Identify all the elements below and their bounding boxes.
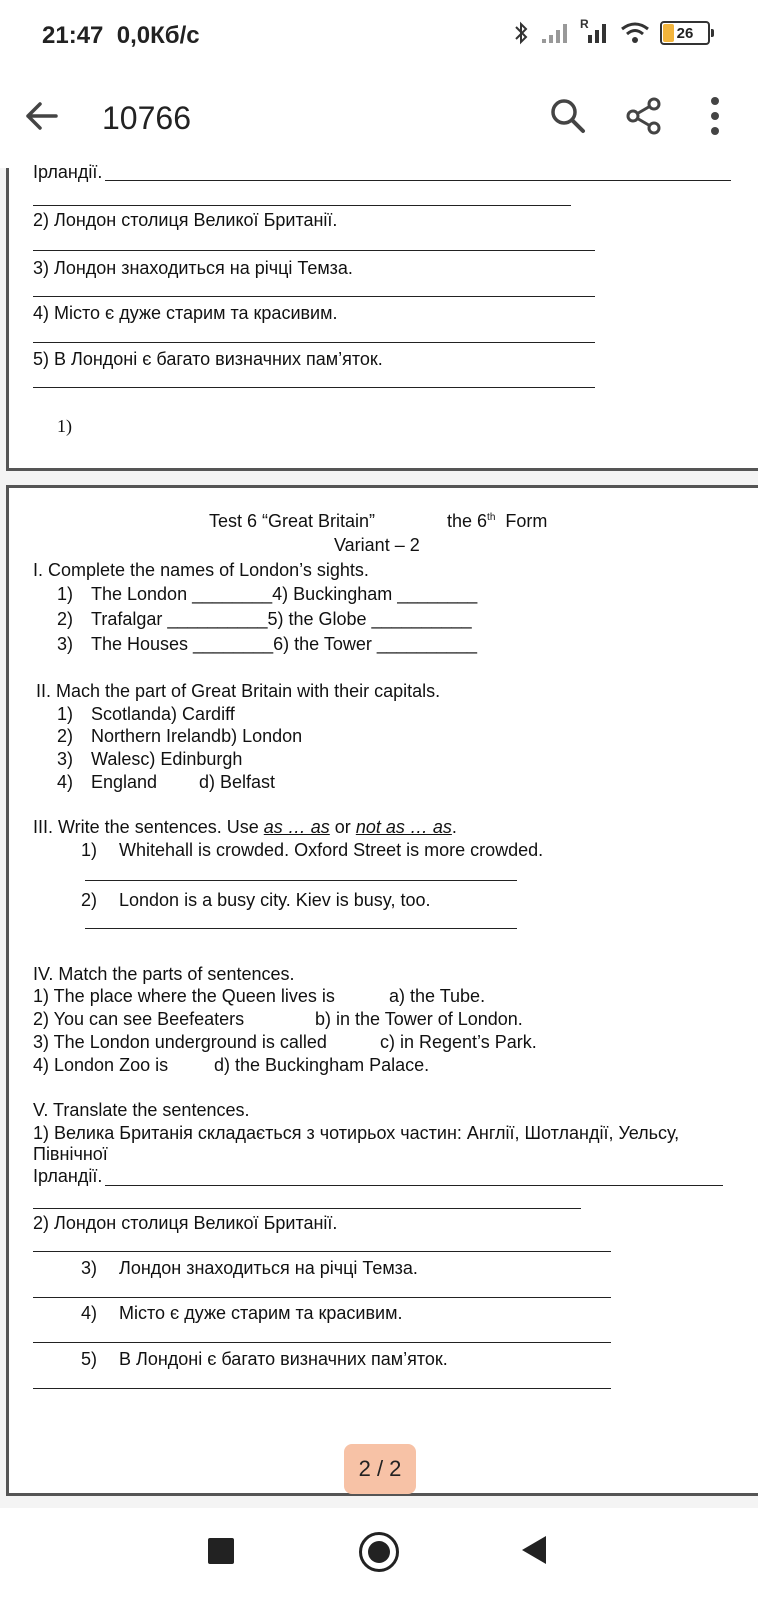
page-2	[6, 485, 758, 1496]
s2-num-4: 4)	[57, 772, 74, 792]
status-time: 21:47 0,0Кб/с	[42, 22, 200, 49]
s4-right-4: d) the Buckingham Palace.	[214, 1055, 430, 1075]
s4-right-2: b) in the Tower of London.	[315, 1009, 523, 1029]
app-bar	[0, 72, 758, 168]
s5-row-5: В Лондоні є багато визначних пам’яток.	[119, 1349, 448, 1369]
s5-line-1: 1) Велика Британія складається з чотирьох частин: Англії, Шотландії, Уельсу,	[33, 1123, 680, 1143]
section-5-heading: V. Translate the sentences.	[33, 1100, 250, 1120]
arrow-left-icon[interactable]	[22, 96, 62, 136]
s4-left-4: 4) London Zoo is	[33, 1055, 169, 1075]
battery-icon: 26	[660, 21, 714, 45]
s3-num-2: 2)	[81, 890, 98, 910]
s2-row-4-extra: d) Belfast	[199, 772, 276, 792]
s3-row-2: London is a busy city. Kiev is busy, too.	[119, 890, 431, 910]
s4-right-1: a) the Tube.	[389, 986, 486, 1006]
s1-row-2: Trafalgar __________5) the Globe __________	[91, 609, 472, 629]
s2-row-4: England	[91, 772, 158, 792]
s5-row-4: Місто є дуже старим та красивим.	[119, 1303, 403, 1323]
section-1-heading: I. Complete the names of London’s sights.	[33, 560, 369, 580]
answer-line	[33, 205, 571, 206]
s2-row-3: Walesc) Edinburgh	[91, 749, 243, 769]
s5-num-3: 3)	[81, 1258, 98, 1278]
s3-num-1: 1)	[81, 840, 98, 860]
answer-line	[33, 342, 595, 343]
document-title: 10766	[102, 100, 191, 136]
share-icon[interactable]	[624, 96, 664, 136]
form-label: the 6th Form	[447, 511, 548, 531]
document-viewer[interactable]	[0, 162, 758, 1508]
section-2-heading: II. Mach the part of Great Britain with their capitals.	[36, 681, 441, 701]
wifi-icon	[620, 21, 650, 45]
s5-num-4: 4)	[81, 1303, 98, 1323]
s5-line-2: Північної	[33, 1144, 108, 1164]
s5-line-3: Ірландії.	[33, 1166, 103, 1186]
s1-row-3: The Houses ________6) the Tower __________	[91, 634, 477, 654]
signal-icon	[540, 21, 570, 45]
s4-left-2: 2) You can see Beefeaters	[33, 1009, 245, 1029]
home-circle-icon[interactable]	[359, 1532, 399, 1572]
answer-line	[33, 387, 595, 388]
page1-item-3: 3) Лондон знаходиться на річці Темза.	[33, 258, 353, 278]
back-triangle-icon[interactable]	[522, 1536, 546, 1564]
s1-num-1: 1)	[57, 584, 74, 604]
search-icon[interactable]	[548, 96, 588, 136]
page-1	[6, 162, 758, 471]
page1-item-4: 4) Місто є дуже старим та красивим.	[33, 303, 338, 323]
recents-square-icon[interactable]	[208, 1538, 234, 1564]
answer-line	[33, 296, 595, 297]
s2-num-1: 1)	[57, 704, 74, 724]
page-indicator: 2 / 2	[344, 1444, 416, 1494]
status-icons	[512, 17, 714, 46]
s5-num-5: 5)	[81, 1349, 98, 1369]
system-nav-bar	[0, 1508, 758, 1600]
s1-num-2: 2)	[57, 609, 74, 629]
answer-line	[33, 1251, 611, 1252]
s4-left-3: 3) The London underground is called	[33, 1032, 327, 1052]
s2-num-3: 3)	[57, 749, 74, 769]
answer-line	[85, 880, 517, 881]
cut-line-text: Ірландії.	[33, 162, 103, 182]
s4-right-3: c) in Regent’s Park.	[380, 1032, 537, 1052]
answer-line	[33, 1388, 611, 1389]
answer-line	[85, 928, 517, 929]
s4-left-1: 1) The place where the Queen lives is	[33, 986, 335, 1006]
s5-item-2: 2) Лондон столиця Великої Британії.	[33, 1213, 338, 1233]
s2-row-2: Northern Irelandb) London	[91, 726, 303, 746]
answer-line	[105, 1185, 723, 1186]
page1-number: 1)	[57, 416, 72, 436]
section-4-heading: IV. Match the parts of sentences.	[33, 964, 295, 984]
s2-num-2: 2)	[57, 726, 74, 746]
s2-row-1: Scotlanda) Cardiff	[91, 704, 235, 724]
s3-row-1: Whitehall is crowded. Oxford Street is more crowded.	[119, 840, 544, 860]
more-vert-icon[interactable]	[708, 96, 722, 136]
answer-line	[33, 1297, 611, 1298]
answer-line	[33, 1342, 611, 1343]
page1-item-5: 5) В Лондоні є багато визначних пам’яток.	[33, 349, 383, 369]
variant-label: Variant – 2	[334, 535, 420, 555]
answer-line	[105, 180, 731, 181]
section-3-heading: III. Write the sentences. Use as … as or not as … as.	[33, 817, 457, 837]
page1-item-2: 2) Лондон столиця Великої Британії.	[33, 210, 338, 230]
s1-num-3: 3)	[57, 634, 74, 654]
bluetooth-icon	[512, 20, 530, 46]
answer-line	[33, 250, 595, 251]
answer-line	[33, 1208, 581, 1209]
status-bar	[0, 0, 758, 72]
s1-row-1: The London ________4) Buckingham ________	[91, 584, 478, 604]
roaming-signal-icon: R	[580, 21, 610, 45]
test-title: Test 6 “Great Britain”	[209, 511, 376, 531]
s5-row-3: Лондон знаходиться на річці Темза.	[119, 1258, 418, 1278]
